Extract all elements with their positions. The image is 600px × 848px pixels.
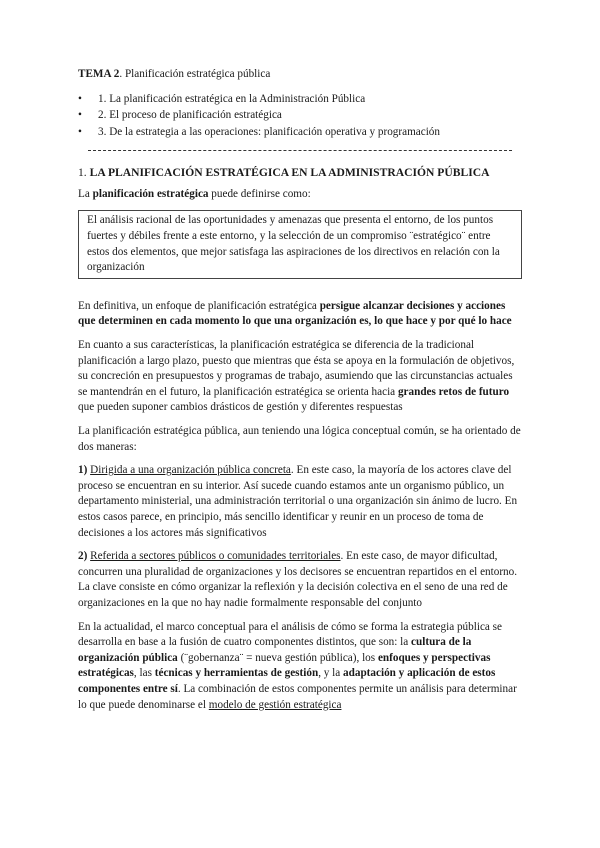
paragraph-orientations: La planificación estratégica pública, aun teniendo una lógica conceptual común, se ha orientado de dos maneras: — [78, 425, 521, 453]
paragraph-orientation-1: 1) Dirigida a una organización pública concreta. En este caso, la mayoría de los actores clave del proceso se encuentran en su interior. Así sucede cuando estamos ante un organismo público, un departamento ministerial, una administración territorial o una organización sin ánimo de lucro. En estos casos parece, en principio, más sencillo identificar y reunir en un proceso de toma de decisiones a los actores más significativos — [78, 464, 518, 539]
topic-header — [78, 67, 522, 83]
bullet-icon: • — [78, 92, 82, 105]
definition-box: El análisis racional de las oportunidades y amenazas que presenta el entorno, de los puntos fuertes y débiles frente a este entorno, y la selección de un compromiso ¨estratégico¨ entre estos dos elementos, que mejor satisfaga las aspiraciones de los directivos en relación con la organización — [78, 210, 522, 278]
outline-item: • 2. El proceso de planificación estratégica — [78, 108, 522, 124]
paragraph-orientation-2: 2) Referida a sectores públicos o comunidades territoriales. En este caso, de mayor dificultad, concurren una pluralidad de organizaciones y los decisores se encuentran repartidos en el entorno. La clave consiste en cómo organizar la reflexión y la decisión colectiva en el seno de una red de organizaciones en la que no hay nadie formalmente responsable del conjunto — [78, 550, 518, 609]
topic-title: . Planificación estratégica pública — [119, 68, 271, 80]
paragraph-framework: En la actualidad, el marco conceptual para el análisis de cómo se forma la estrategia pública se desarrolla en base a la fusión de cuatro componentes distintos, que son: la cultura de la organización pública (¨gobernanza¨ = nueva gestión pública), los enfoques y perspectivas estratégicas, las técnicas y herramientas de gestión, y la adaptación y aplicación de estos componentes entre sí. La combinación de estos componentes permite un análisis para determinar lo que puede denominarse el modelo de gestión estratégica — [78, 620, 517, 711]
paragraph-characteristics: En cuanto a sus características, la planificación estratégica se diferencia de la tradicional planificación a largo plazo, puesto que mientras que ésta se apoya en la formulación de objetivos, su concreción en presupuestos y programas de trabajo, asumiendo que las circunstancias actuales se mantendrán en el futuro, la planificación estratégica se orienta hacia grandes retos de futuro que pueden suponer cambios drásticos de gestión y diferentes respuestas — [78, 339, 515, 414]
paragraph-summary: En definitiva, un enfoque de planificación estratégica persigue alcanzar decisiones y acciones que determinen en cada momento lo que una organización es, lo que hace y por qué lo hace — [78, 299, 512, 328]
topic-label: TEMA 2 — [78, 68, 120, 80]
definition-intro: La planificación estratégica puede definirse como: — [78, 187, 311, 200]
section-number: 1. — [78, 166, 87, 180]
outline-item: • 3. De la estrategia a las operaciones: planificación operativa y programación — [78, 125, 522, 141]
bullet-icon: • — [78, 109, 82, 122]
bullet-icon: • — [78, 125, 82, 138]
dashed-divider — [88, 150, 512, 151]
section-heading — [78, 165, 522, 181]
outline-item: • 1. La planificación estratégica en la Administración Pública — [78, 92, 522, 108]
section-title: LA PLANIFICACIÓN ESTRATÉGICA EN LA ADMINISTRACIÓN PÚBLICA — [89, 166, 490, 180]
topic-outline — [78, 92, 522, 141]
